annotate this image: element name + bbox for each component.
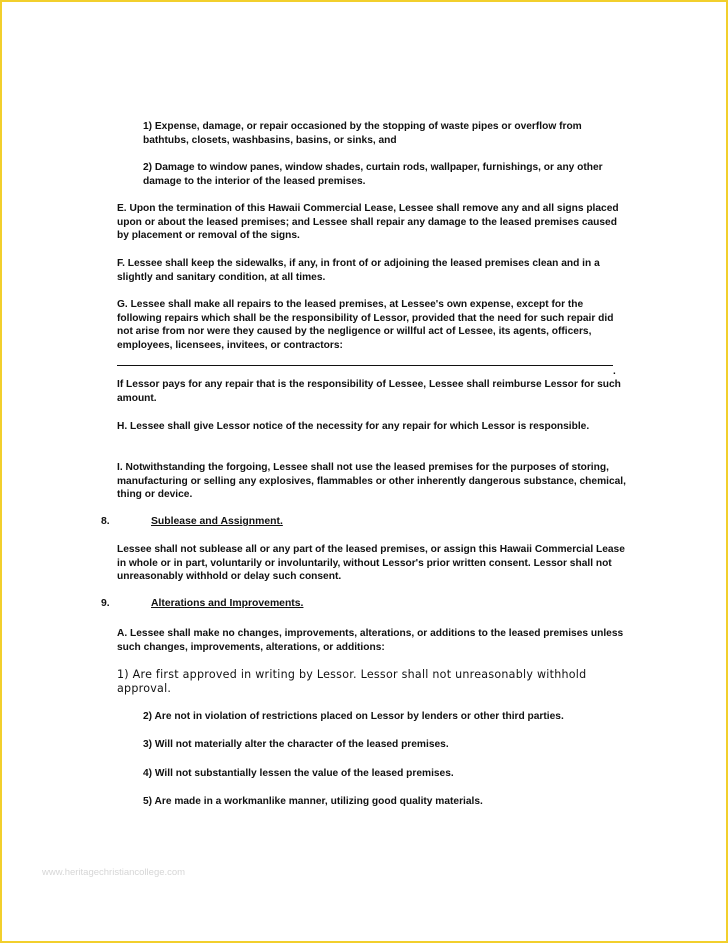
section-8-body: Lessee shall not sublease all or any part of the leased premises, or assign this Hawaii Commercial Lease in whole or in part, voluntarily or involuntarily, without Lessor's prior written consent. Lessor shall not unreasonably withhold or delay such consent. [117,544,625,583]
clause-g: G. Lessee shall make all repairs to the leased premises, at Lessee's own expense, except for the following repairs which shall be the responsibility of Lessor, provided that the need for such repair did not arise from nor were they caused by the negligence or willful act of Lessee, its agents, officers, employees, licensees, invitees, or contractors: [117,299,614,351]
section-9-intro: A. Lessee shall make no changes, improvements, alterations, or additions to the leased premises unless such changes, improvements, alterations, or additions: [117,628,624,653]
section-9-number: 9. [101,598,110,609]
condition-3: 3) Will not materially alter the character of the leased premises. [143,739,449,750]
blank-terminator: . [613,366,616,377]
watermark: www.heritagechristiancollege.com [42,867,186,878]
condition-5: 5) Are made in a workmanlike manner, utilizing good quality materials. [143,796,483,807]
section-8-title: Sublease and Assignment. [151,516,283,527]
section-8-number: 8. [101,516,110,527]
clause-item-2: 2) Damage to window panes, window shades, curtain rods, wallpaper, furnishings, or any other damage to the interior of the leased premises. [143,162,603,187]
clause-e: E. Upon the termination of this Hawaii Commercial Lease, Lessee shall remove any and all signs placed upon or about the leased premises; and Lessee shall repair any damage to the leased premises caused by placement or removal of the signs. [117,203,619,242]
clause-i: I. Notwithstanding the forgoing, Lessee shall not use the leased premises for the purposes of storing, manufacturing or selling any explosives, flammables or other inherently dangerous substance, chemical, thing or device. [117,462,626,501]
fill-in-blank-line [117,365,613,366]
section-9-title: Alterations and Improvements. [151,598,304,609]
clause-item-1: 1) Expense, damage, or repair occasioned by the stopping of waste pipes or overflow from bathtubs, closets, washbasins, basins, or sinks, and [143,121,582,146]
condition-4: 4) Will not substantially lessen the value of the leased premises. [143,768,454,779]
clause-h: H. Lessee shall give Lessor notice of the necessity for any repair for which Lessor is responsible. [117,421,590,432]
condition-1: 1) Are first approved in writing by Lessor. Lessor shall not unreasonably withhold approval. [117,668,587,695]
condition-2: 2) Are not in violation of restrictions placed on Lessor by lenders or other third parties. [143,711,564,722]
clause-f: F. Lessee shall keep the sidewalks, if any, in front of or adjoining the leased premises clean and in a slightly and sanitary condition, at all times. [117,258,600,283]
clause-reimburse: If Lessor pays for any repair that is the responsibility of Lessee, Lessee shall reimburse Lessor for such amount. [117,379,621,404]
